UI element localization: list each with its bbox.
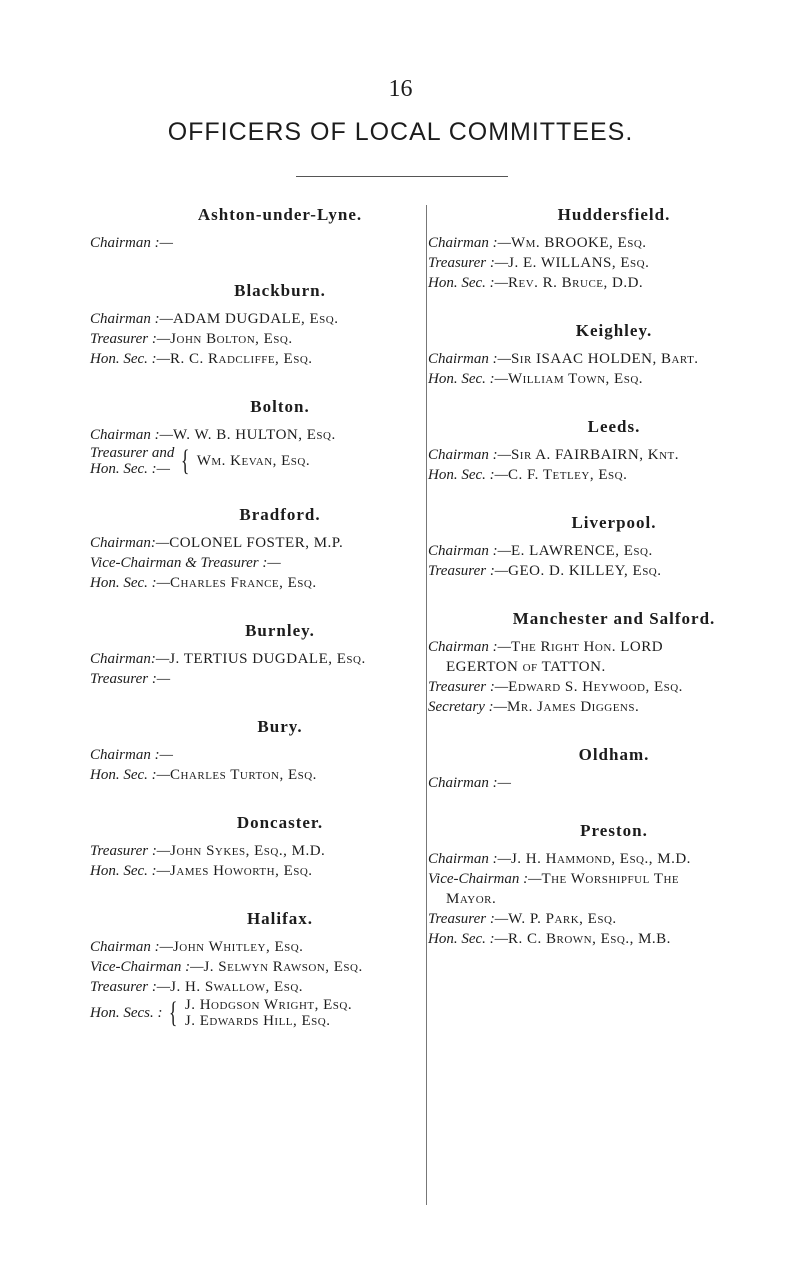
- officer-role: Chairman :—: [428, 639, 511, 655]
- officer-role: Treasurer and: [90, 445, 175, 461]
- officer-line: [90, 533, 470, 553]
- officer-line: [428, 445, 800, 465]
- page-number: 16: [388, 76, 413, 102]
- officer-role: Treasurer :—: [90, 843, 171, 859]
- officer-line: [90, 553, 470, 573]
- officer-line: [90, 861, 470, 881]
- officer-name: Sir ISAAC HOLDEN, Bart.: [510, 351, 699, 367]
- officer-line: [90, 309, 470, 329]
- officer-line: [428, 773, 800, 793]
- officer-line: [90, 765, 470, 785]
- officer-role: Vice-Chairman :—: [90, 959, 204, 975]
- committee-keighley: [428, 321, 800, 389]
- officer-name: John Sykes, Esq., M.D.: [170, 843, 326, 859]
- officer-name: Charles France, Esq.: [169, 575, 317, 591]
- officer-line: [90, 573, 470, 593]
- officer-role: Chairman :—: [90, 939, 173, 955]
- braced-officers: [90, 445, 470, 477]
- officer-role: Hon. Sec. :—: [90, 575, 170, 591]
- officer-role: Hon. Secs. :: [90, 1005, 163, 1021]
- officer-role: Chairman :—: [428, 851, 511, 867]
- committee-bradford: [90, 505, 470, 593]
- officer-name: James Howorth, Esq.: [169, 863, 313, 879]
- officer-line: [428, 637, 800, 657]
- committee-name: Leeds.: [587, 417, 641, 436]
- officer-role: Chairman :—: [90, 311, 173, 327]
- page-title: OFFICERS OF LOCAL COMMITTEES.: [167, 118, 634, 146]
- officer-name: Sir A. FAIRBAIRN, Knt.: [510, 447, 680, 463]
- committee-huddersfield: [428, 205, 800, 293]
- officer-role: Hon. Sec. :—: [90, 461, 170, 477]
- officer-role: Hon. Sec. :—: [428, 275, 508, 291]
- braced-roles: [90, 1005, 162, 1021]
- officer-line: [90, 977, 470, 997]
- officer-name: John Whitley, Esq.: [172, 939, 304, 955]
- officer-line: [90, 669, 470, 689]
- officer-line: [428, 909, 800, 929]
- officer-name: The Worshipful The: [541, 871, 680, 887]
- officer-name: GEO. D. KILLEY, Esq.: [508, 563, 662, 579]
- officer-role: Treasurer :—: [428, 255, 509, 271]
- officer-line: [90, 841, 470, 861]
- officer-line: [428, 849, 800, 869]
- officer-name: J. H. Swallow, Esq.: [170, 979, 304, 995]
- braced-officers: [90, 997, 470, 1029]
- officer-role: Chairman :—: [90, 747, 173, 763]
- officer-line: [428, 465, 800, 485]
- committee-doncaster: [90, 813, 470, 881]
- officer-role: Chairman :—: [428, 235, 511, 251]
- right-column: [428, 205, 800, 977]
- officer-name: Charles Turton, Esq.: [169, 767, 317, 783]
- officer-line: [90, 649, 470, 669]
- officer-role: Chairman:—: [90, 535, 170, 551]
- officer-name: Mayor.: [446, 891, 497, 907]
- officer-line: [90, 937, 470, 957]
- officer-role: Treasurer :—: [90, 979, 171, 995]
- committee-liverpool: [428, 513, 800, 581]
- committee-name: Ashton-under-Lyne.: [197, 205, 363, 224]
- officer-line: [90, 957, 470, 977]
- committee-burnley: [90, 621, 470, 689]
- officer-role: Treasurer :—: [90, 671, 171, 687]
- committee-halifax: [90, 909, 470, 1029]
- committee-oldham: [428, 745, 800, 793]
- officer-line: [428, 541, 800, 561]
- officer-role: Chairman :—: [90, 427, 173, 443]
- officer-line: [428, 349, 800, 369]
- officer-name: Mr. James Diggens.: [507, 699, 640, 715]
- officer-role: Hon. Sec. :—: [428, 931, 508, 947]
- officer-name: J. TERTIUS DUGDALE, Esq.: [169, 651, 366, 667]
- officer-role: Chairman :—: [428, 447, 511, 463]
- officer-name: EGERTON of TATTON.: [446, 659, 606, 675]
- committee-name: Bradford.: [239, 505, 321, 524]
- committee-ashton-under-lyne: [90, 205, 470, 253]
- officer-line: [90, 329, 470, 349]
- officer-line: [428, 869, 800, 889]
- officer-line: [428, 273, 800, 293]
- braced-roles: [90, 445, 174, 477]
- officer-name: J. Hodgson Wright, Esq.: [184, 997, 353, 1013]
- officer-line: [428, 677, 800, 697]
- brace-icon: {: [181, 444, 190, 477]
- officer-name: W. P. Park, Esq.: [508, 911, 617, 927]
- officer-line: [90, 425, 470, 445]
- officer-role: Treasurer :—: [428, 679, 509, 695]
- officer-name: E. LAWRENCE, Esq.: [510, 543, 653, 559]
- committee-name: Halifax.: [246, 909, 314, 928]
- committee-name: Blackburn.: [234, 281, 326, 300]
- officer-role: Hon. Sec. :—: [428, 467, 508, 483]
- officer-line: [90, 233, 470, 253]
- officer-role: Treasurer :—: [428, 911, 509, 927]
- officer-name: Edward S. Heywood, Esq.: [508, 679, 683, 695]
- officer-name: J. E. WILLANS, Esq.: [508, 255, 650, 271]
- committee-name: Manchester and Salford.: [512, 609, 716, 628]
- committee-name: Liverpool.: [571, 513, 657, 532]
- officer-name: W. W. B. HULTON, Esq.: [172, 427, 336, 443]
- committee-manchester-and-salford: [428, 609, 800, 717]
- committee-name: Bury.: [257, 717, 303, 736]
- committee-blackburn: [90, 281, 470, 369]
- officer-role: Chairman :—: [428, 351, 511, 367]
- officer-name: John Bolton, Esq.: [170, 331, 293, 347]
- officer-role: Treasurer :—: [90, 331, 171, 347]
- officer-role: Treasurer :—: [428, 563, 509, 579]
- officer-name: Rev. R. Bruce, D.D.: [507, 275, 644, 291]
- officer-line: [428, 561, 800, 581]
- officer-role: Hon. Sec. :—: [90, 767, 170, 783]
- officer-name: R. C. Brown, Esq., M.B.: [507, 931, 671, 947]
- officer-name: Wm. BROOKE, Esq.: [510, 235, 647, 251]
- officer-role: Chairman :—: [90, 235, 173, 251]
- officer-line: [90, 349, 470, 369]
- officer-name: J. Selwyn Rawson, Esq.: [203, 959, 363, 975]
- officer-name: C. F. Tetley, Esq.: [507, 467, 628, 483]
- committee-preston: [428, 821, 800, 949]
- committee-bolton: [90, 397, 470, 477]
- brace-icon: {: [169, 996, 179, 1029]
- officer-name: J. H. Hammond, Esq., M.D.: [510, 851, 691, 867]
- committee-leeds: [428, 417, 800, 485]
- officer-name: ADAM DUGDALE, Esq.: [172, 311, 339, 327]
- officer-role: Chairman :—: [428, 543, 511, 559]
- officer-line: [428, 657, 800, 677]
- officer-name: The Right Hon. LORD: [510, 639, 664, 655]
- officer-line: [428, 253, 800, 273]
- officer-role: Hon. Sec. :—: [90, 351, 170, 367]
- officer-line: [428, 889, 800, 909]
- committee-bury: [90, 717, 470, 785]
- left-column: [90, 205, 470, 1057]
- officer-line: [90, 745, 470, 765]
- officer-role: Chairman :—: [428, 775, 511, 791]
- braced-names: [185, 997, 352, 1029]
- officer-role: Vice-Chairman & Treasurer :—: [90, 555, 281, 571]
- committee-name: Bolton.: [250, 397, 310, 416]
- officer-name: William Town, Esq.: [507, 371, 644, 387]
- committee-name: Oldham.: [578, 745, 650, 764]
- committee-name: Keighley.: [575, 321, 653, 340]
- committee-name: Preston.: [580, 821, 648, 840]
- officer-role: Vice-Chairman :—: [428, 871, 542, 887]
- committee-name: Huddersfield.: [557, 205, 671, 224]
- officer-name: Wm. Kevan, Esq.: [196, 453, 311, 469]
- officer-role: Hon. Sec. :—: [90, 863, 170, 879]
- officer-line: [428, 929, 800, 949]
- officer-name: COLONEL FOSTER, M.P.: [169, 535, 344, 551]
- officer-role: Secretary :—: [428, 699, 507, 715]
- officer-line: [428, 697, 800, 717]
- officer-line: [428, 233, 800, 253]
- committee-name: Burnley.: [245, 621, 315, 640]
- officer-name: R. C. Radcliffe, Esq.: [169, 351, 313, 367]
- officer-role: Hon. Sec. :—: [428, 371, 508, 387]
- committee-name: Doncaster.: [236, 813, 324, 832]
- officer-name: J. Edwards Hill, Esq.: [184, 1013, 331, 1029]
- officer-line: [428, 369, 800, 389]
- title-rule: [296, 176, 508, 177]
- officer-role: Chairman:—: [90, 651, 170, 667]
